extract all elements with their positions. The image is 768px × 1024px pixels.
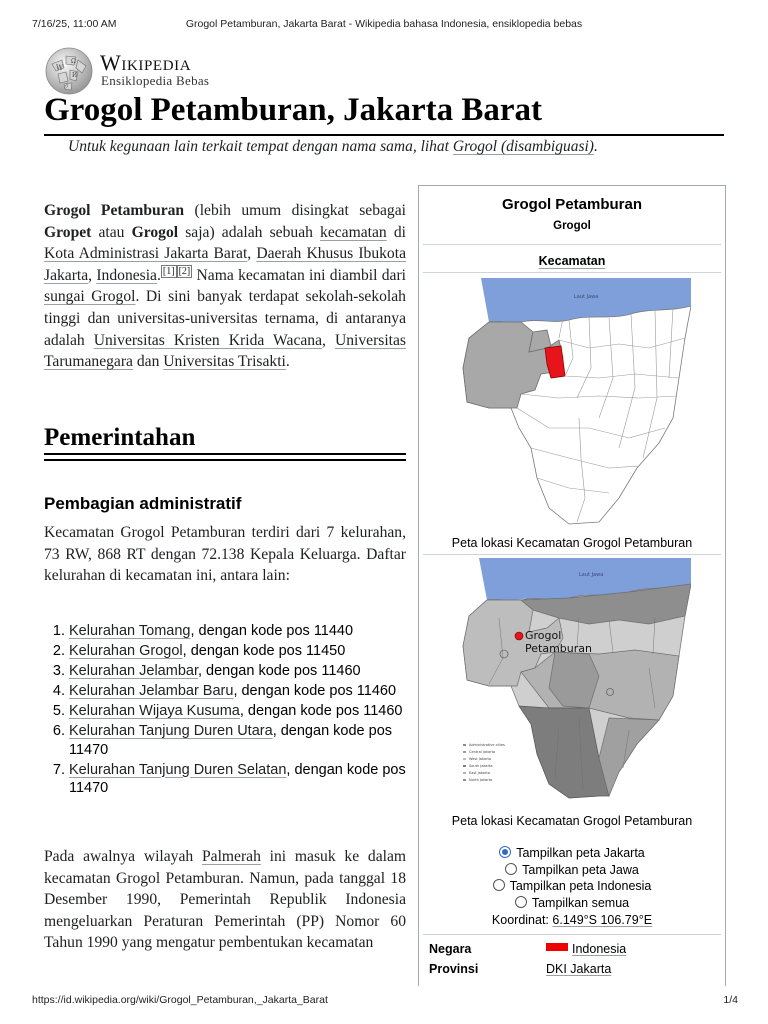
history-paragraph: Pada awalnya wilayah Palmerah ini masuk ke dalam kecamatan Grogol Petamburan. Namun, pada tanggal 18 Desember 1990, Pemerintah Republik Indonesia mengeluarkan Peraturan Pemerintah (PP) Nomor 60 Tahun 1990 yang mengatur pembentukan kecamatan: [44, 848, 406, 952]
disambiguation-link[interactable]: Grogol (disambiguasi): [452, 138, 594, 155]
radio-icon[interactable]: [515, 896, 527, 908]
infobox-title: Grogol Petamburan: [501, 196, 643, 213]
untar-link[interactable]: Universitas Tarumanegara: [44, 331, 406, 371]
trisakti-link[interactable]: Universitas Trisakti: [163, 353, 286, 371]
coordinates: Koordinat: 6.149°S 106.79°E: [491, 913, 653, 927]
list-item: 6. Kelurahan Tanjung Duren Utara, dengan kode pos 11470: [69, 722, 419, 759]
map2-caption: Peta lokasi Kecamatan Grogol Petamburan: [451, 814, 693, 828]
svg-text:South Jakarta: South Jakarta: [469, 764, 493, 768]
map-option-jakarta[interactable]: Tampilkan peta Jakarta: [419, 845, 725, 862]
provinsi-link[interactable]: DKI Jakarta: [546, 962, 612, 976]
infobox-type: [419, 254, 725, 268]
wikipedia-globe-icon[interactable]: [44, 46, 94, 96]
ukrida-link[interactable]: Universitas Kristen Krida Wacana: [93, 331, 323, 349]
svg-text:Central Jakarta: Central Jakarta: [469, 750, 496, 754]
kelurahan-link[interactable]: Kelurahan Jelambar Baru: [69, 683, 234, 699]
list-item: 3. Kelurahan Jelambar, dengan kode pos 11460: [69, 662, 419, 681]
subsection-heading: Pembagian administratif: [44, 494, 242, 513]
palmerah-link[interactable]: Palmerah: [201, 848, 261, 865]
map-option-indonesia[interactable]: Tampilkan peta Indonesia: [419, 878, 725, 895]
svg-text:Ω: Ω: [71, 58, 76, 65]
radio-icon[interactable]: [505, 863, 517, 875]
infobox-row-negara: Negara Indonesia: [429, 942, 627, 956]
kecamatan-type-link[interactable]: Kecamatan: [538, 254, 606, 268]
print-url: https://id.wikipedia.org/wiki/Grogol_Petamburan,_Jakarta_Barat: [32, 994, 328, 1006]
page-title: Grogol Petamburan, Jakarta Barat: [44, 92, 543, 128]
svg-text:W: W: [56, 64, 64, 72]
section-heading-pemerintahan: Pemerintahan: [44, 424, 196, 451]
list-item: 7. Kelurahan Tanjung Duren Selatan, dengan kode pos 11470: [69, 761, 419, 798]
section-divider: [44, 453, 406, 455]
lead-paragraph: Grogol Petamburan (lebih umum disingkat sebagai Gropet atau Grogol saja) adalah sebuah kecamatan di Kota Administrasi Jakarta Barat, Daerah Khusus Ibukota Jakarta, Indonesia. [1] [2] Nama kecamatan ini diambil dari sungai Grogol. Di sini banyak terdapat sekolah-sekolah tinggi dan universitas-universitas ternama, di antaranya adalah Universitas Kristen Krida Wacana, Universitas Tarumanegara dan Universitas Trisakti.: [44, 202, 406, 371]
locator-map-jakarta[interactable]: [459, 558, 691, 810]
svg-text:Laut Jawa: Laut Jawa: [579, 572, 604, 578]
infobox: [418, 185, 726, 986]
svg-text:North Jakarta: North Jakarta: [469, 778, 493, 782]
list-item: 2. Kelurahan Grogol, dengan kode pos 11450: [69, 642, 419, 661]
kelurahan-link[interactable]: Kelurahan Wijaya Kusuma: [69, 703, 240, 719]
svg-text:И: И: [72, 72, 78, 79]
infobox-divider: [423, 934, 721, 935]
infobox-subtitle: Grogol: [553, 220, 591, 232]
radio-selected-icon[interactable]: [499, 846, 511, 858]
admin-paragraph: Kecamatan Grogol Petamburan terdiri dari 7 kelurahan, 73 RW, 868 RT dengan 72.138 Kepala Keluarga. Daftar kelurahan di kecamatan ini, antara lain:: [44, 524, 406, 585]
infobox-divider: [423, 554, 721, 555]
print-datetime: 7/16/25, 11:00 AM: [32, 18, 117, 30]
map1-caption: Peta lokasi Kecamatan Grogol Petamburan: [451, 536, 693, 550]
jakarta-barat-link[interactable]: Kota Administrasi Jakarta Barat: [44, 245, 248, 263]
dki-jakarta-link[interactable]: Daerah Khusus Ibukota Jakarta: [44, 245, 406, 284]
locator-map-district[interactable]: [459, 278, 691, 526]
map-option-jawa[interactable]: Tampilkan peta Jawa: [419, 862, 725, 879]
reference-1[interactable]: [1]: [162, 265, 175, 277]
print-page-number: 1/4: [723, 994, 738, 1006]
section-divider: [44, 459, 406, 461]
kelurahan-link[interactable]: Kelurahan Tomang: [69, 623, 191, 639]
infobox-row-provinsi: Provinsi DKI Jakarta: [429, 962, 612, 976]
svg-text:GrogolPetamburan: Grogol Petamburan: [525, 629, 592, 655]
svg-text:West Jakarta: West Jakarta: [469, 757, 491, 761]
print-page-title: Grogol Petamburan, Jakarta Barat - Wikipedia bahasa Indonesia, ensiklopedia bebas: [185, 18, 583, 30]
svg-text:Administrative cities: Administrative cities: [469, 743, 505, 747]
negara-link[interactable]: Indonesia: [572, 942, 627, 956]
svg-text:ウ: ウ: [64, 84, 70, 90]
indonesia-link[interactable]: Indonesia: [96, 266, 157, 284]
svg-text:East Jakarta: East Jakarta: [469, 771, 490, 775]
kelurahan-link[interactable]: Kelurahan Tanjung Duren Utara: [69, 723, 273, 739]
map-switcher: [419, 845, 725, 911]
title-divider: [44, 134, 724, 136]
reference-2[interactable]: [2]: [178, 265, 191, 277]
indonesia-flag-icon: [546, 943, 568, 951]
coordinates-link[interactable]: 6.149°S 106.79°E: [552, 913, 653, 927]
infobox-divider: [423, 244, 721, 245]
svg-text:Laut Jawa: Laut Jawa: [574, 294, 599, 300]
kecamatan-link[interactable]: kecamatan: [320, 223, 387, 241]
kelurahan-list: [44, 622, 419, 799]
list-item: 4. Kelurahan Jelambar Baru, dengan kode pos 11460: [69, 682, 419, 701]
kelurahan-link[interactable]: Kelurahan Tanjung Duren Selatan: [69, 761, 287, 778]
sungai-grogol-link[interactable]: sungai Grogol: [44, 288, 136, 306]
map-option-all[interactable]: Tampilkan semua: [419, 895, 725, 912]
kelurahan-link[interactable]: Kelurahan Grogol: [69, 643, 183, 659]
list-item: 1. Kelurahan Tomang, dengan kode pos 11440: [69, 622, 419, 641]
hatnote: Untuk kegunaan lain terkait tempat dengan nama sama, lihat Grogol (disambiguasi).: [68, 138, 598, 155]
radio-icon[interactable]: [493, 879, 505, 891]
wikipedia-tagline: Ensiklopedia Bebas: [101, 73, 210, 88]
list-item: 5. Kelurahan Wijaya Kusuma, dengan kode pos 11460: [69, 702, 419, 721]
kelurahan-link[interactable]: Kelurahan Jelambar: [69, 663, 198, 679]
wikipedia-wordmark[interactable]: Wikipedia: [100, 50, 192, 75]
infobox-divider: [423, 272, 721, 273]
